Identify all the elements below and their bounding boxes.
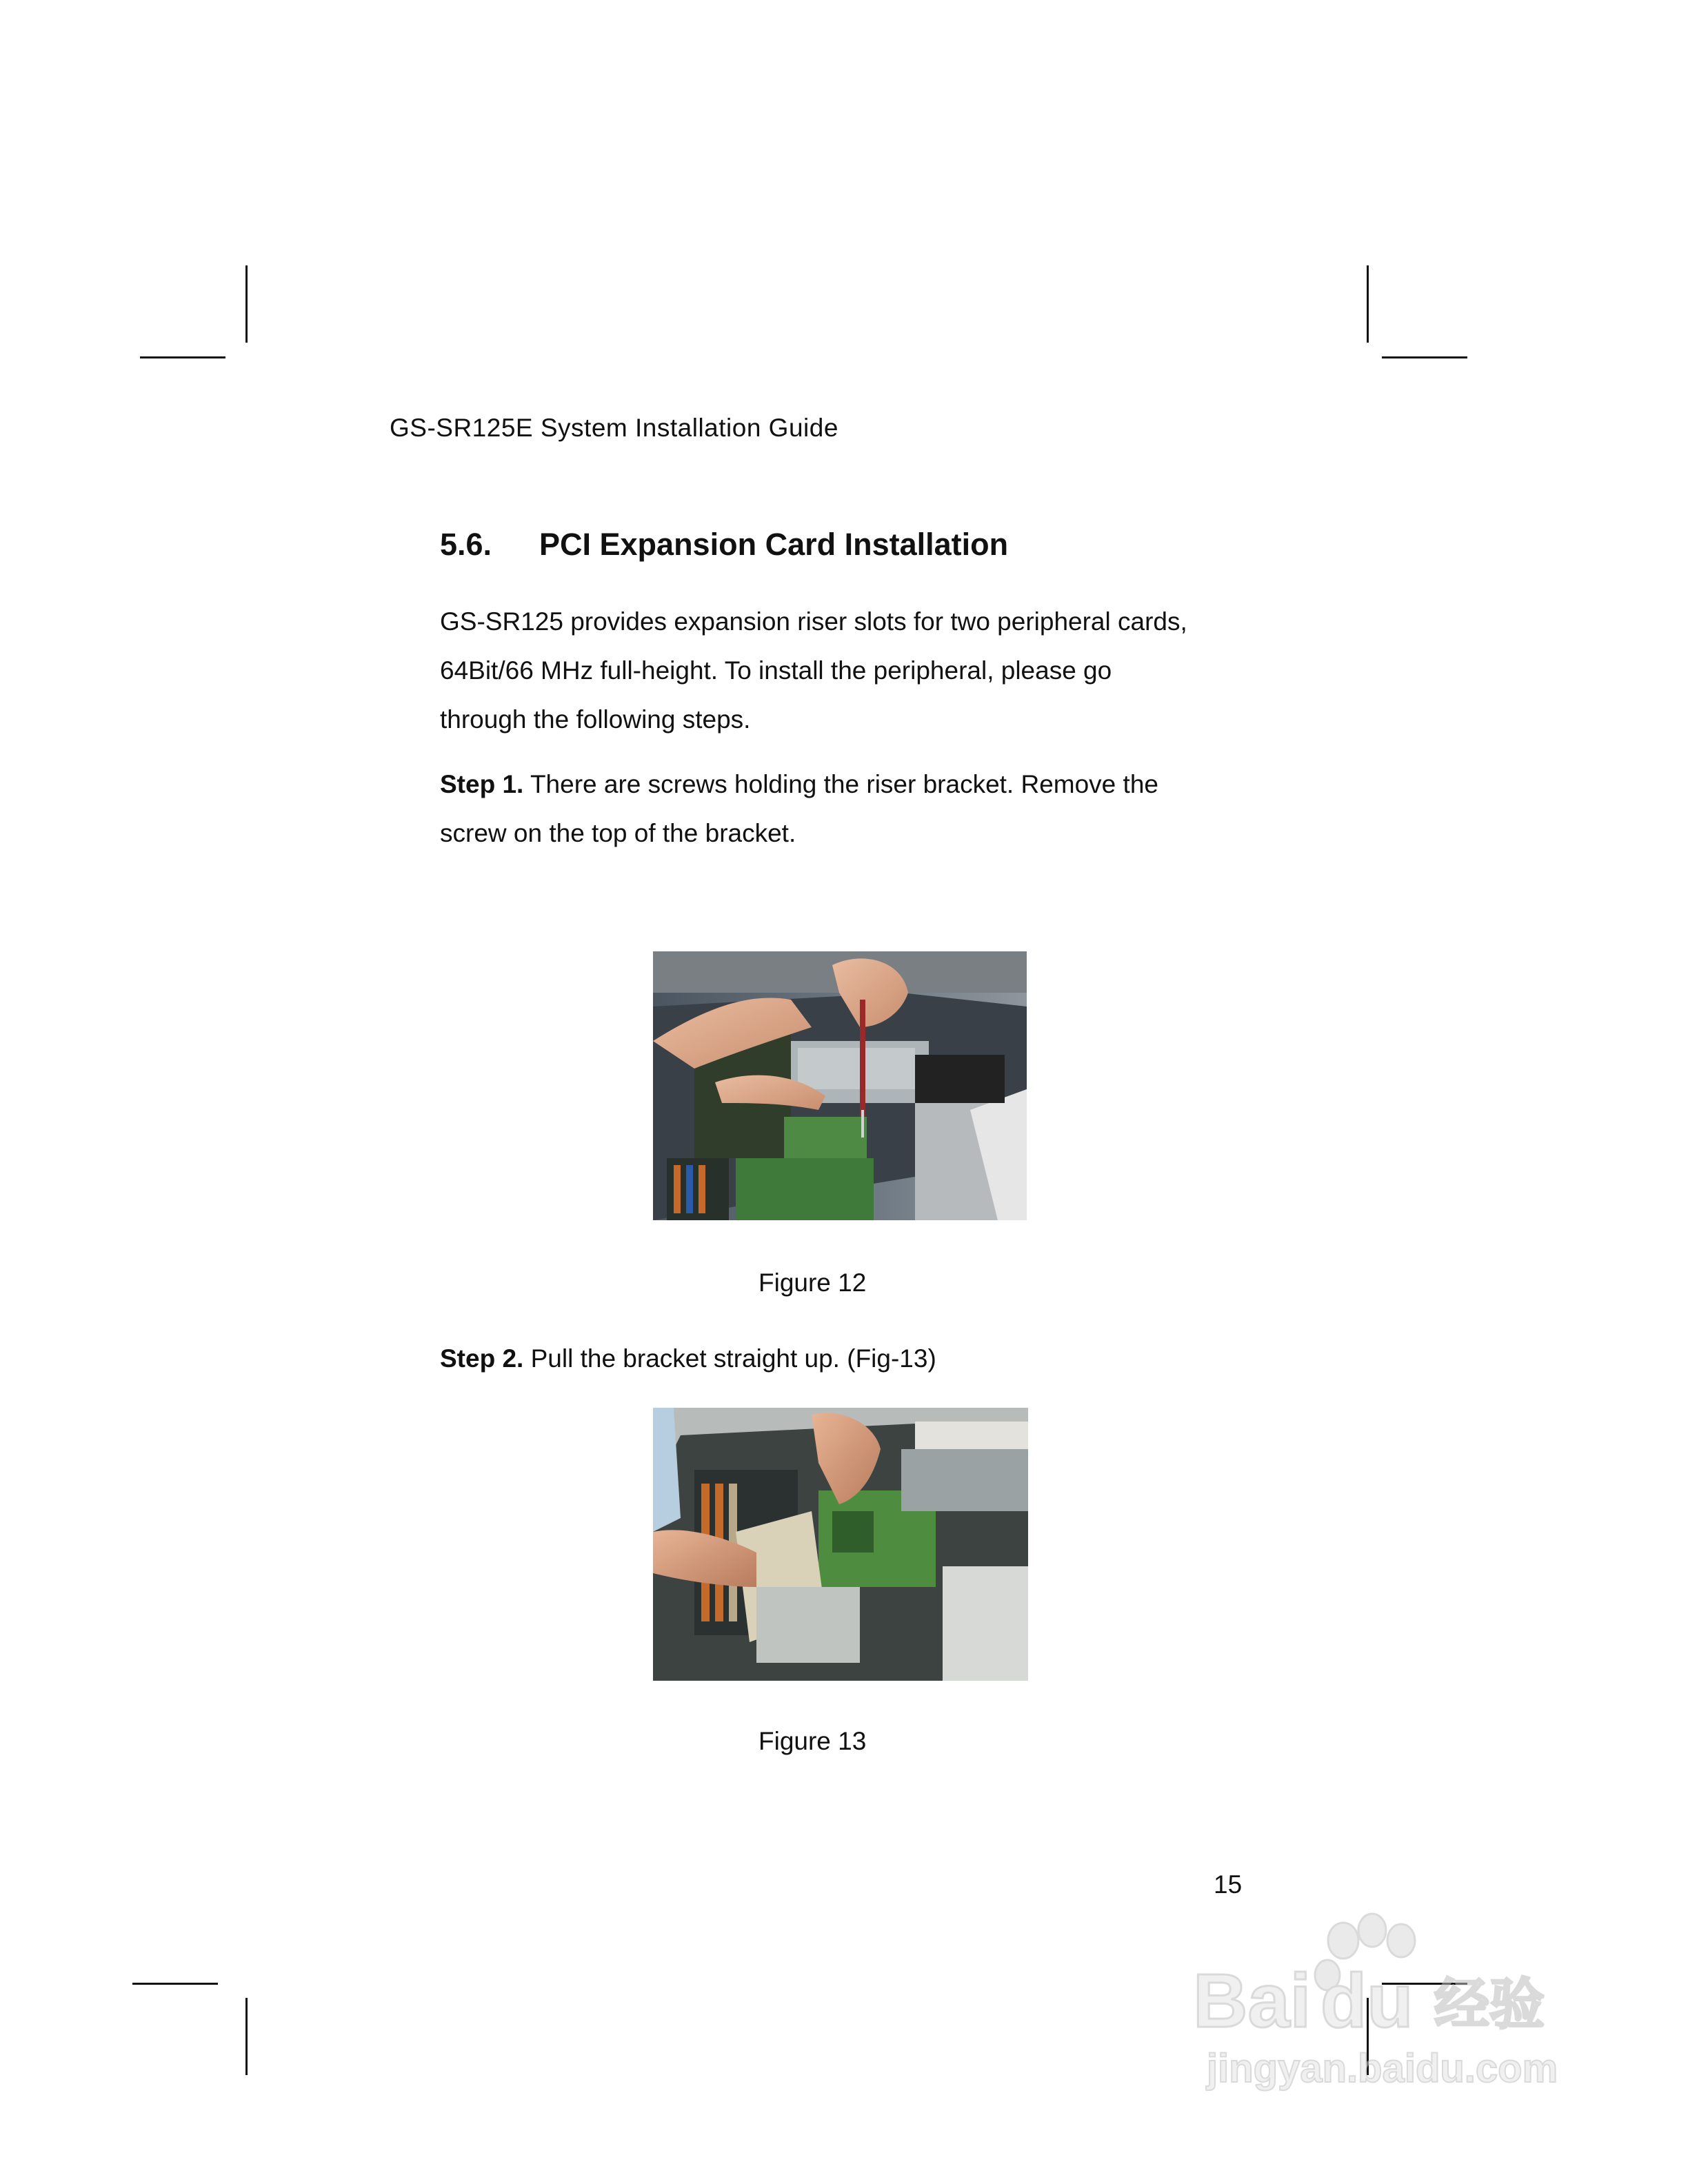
watermark-url: jingyan.baidu.com [1207, 2046, 1558, 2091]
figure-12-photo [653, 951, 1027, 1220]
crop-mark [1367, 265, 1369, 343]
section-heading [440, 527, 1008, 563]
intro-line: through the following steps. [440, 705, 751, 734]
crop-mark [1382, 356, 1467, 358]
running-header: GS-SR125E System Installation Guide [390, 414, 838, 442]
section-title: PCI Expansion Card Installation [539, 527, 1009, 562]
section-number: 5.6. [440, 527, 492, 562]
step-1-text: There are screws holding the riser bracket. Remove the [530, 770, 1158, 798]
step-2-text: Pull the bracket straight up. (Fig-13) [530, 1344, 936, 1373]
figure-13-photo [653, 1408, 1028, 1681]
figure-12-caption: Figure 12 [758, 1268, 867, 1297]
intro-paragraph [440, 597, 1267, 744]
intro-line: 64Bit/66 MHz full-height. To install the peripheral, please go [440, 656, 1112, 685]
crop-mark [245, 265, 248, 343]
figure-13-caption: Figure 13 [758, 1727, 867, 1755]
intro-line: GS-SR125 provides expansion riser slots for two peripheral cards, [440, 607, 1187, 636]
page-number: 15 [1214, 1870, 1243, 1899]
svg-text:经验: 经验 [1434, 1972, 1545, 2036]
step-1-text-cont: screw on the top of the bracket. [440, 819, 796, 847]
step-1-label: Step 1. [440, 770, 524, 798]
baidu-watermark [1186, 1910, 1572, 2103]
crop-mark [132, 1983, 218, 1985]
step-2 [440, 1334, 1267, 1383]
crop-mark [140, 356, 225, 358]
step-2-label: Step 2. [440, 1344, 524, 1373]
svg-text:Bai: Bai [1193, 1959, 1312, 2043]
svg-text:du: du [1320, 1959, 1414, 2043]
crop-mark [245, 1998, 248, 2075]
step-1 [440, 760, 1267, 858]
